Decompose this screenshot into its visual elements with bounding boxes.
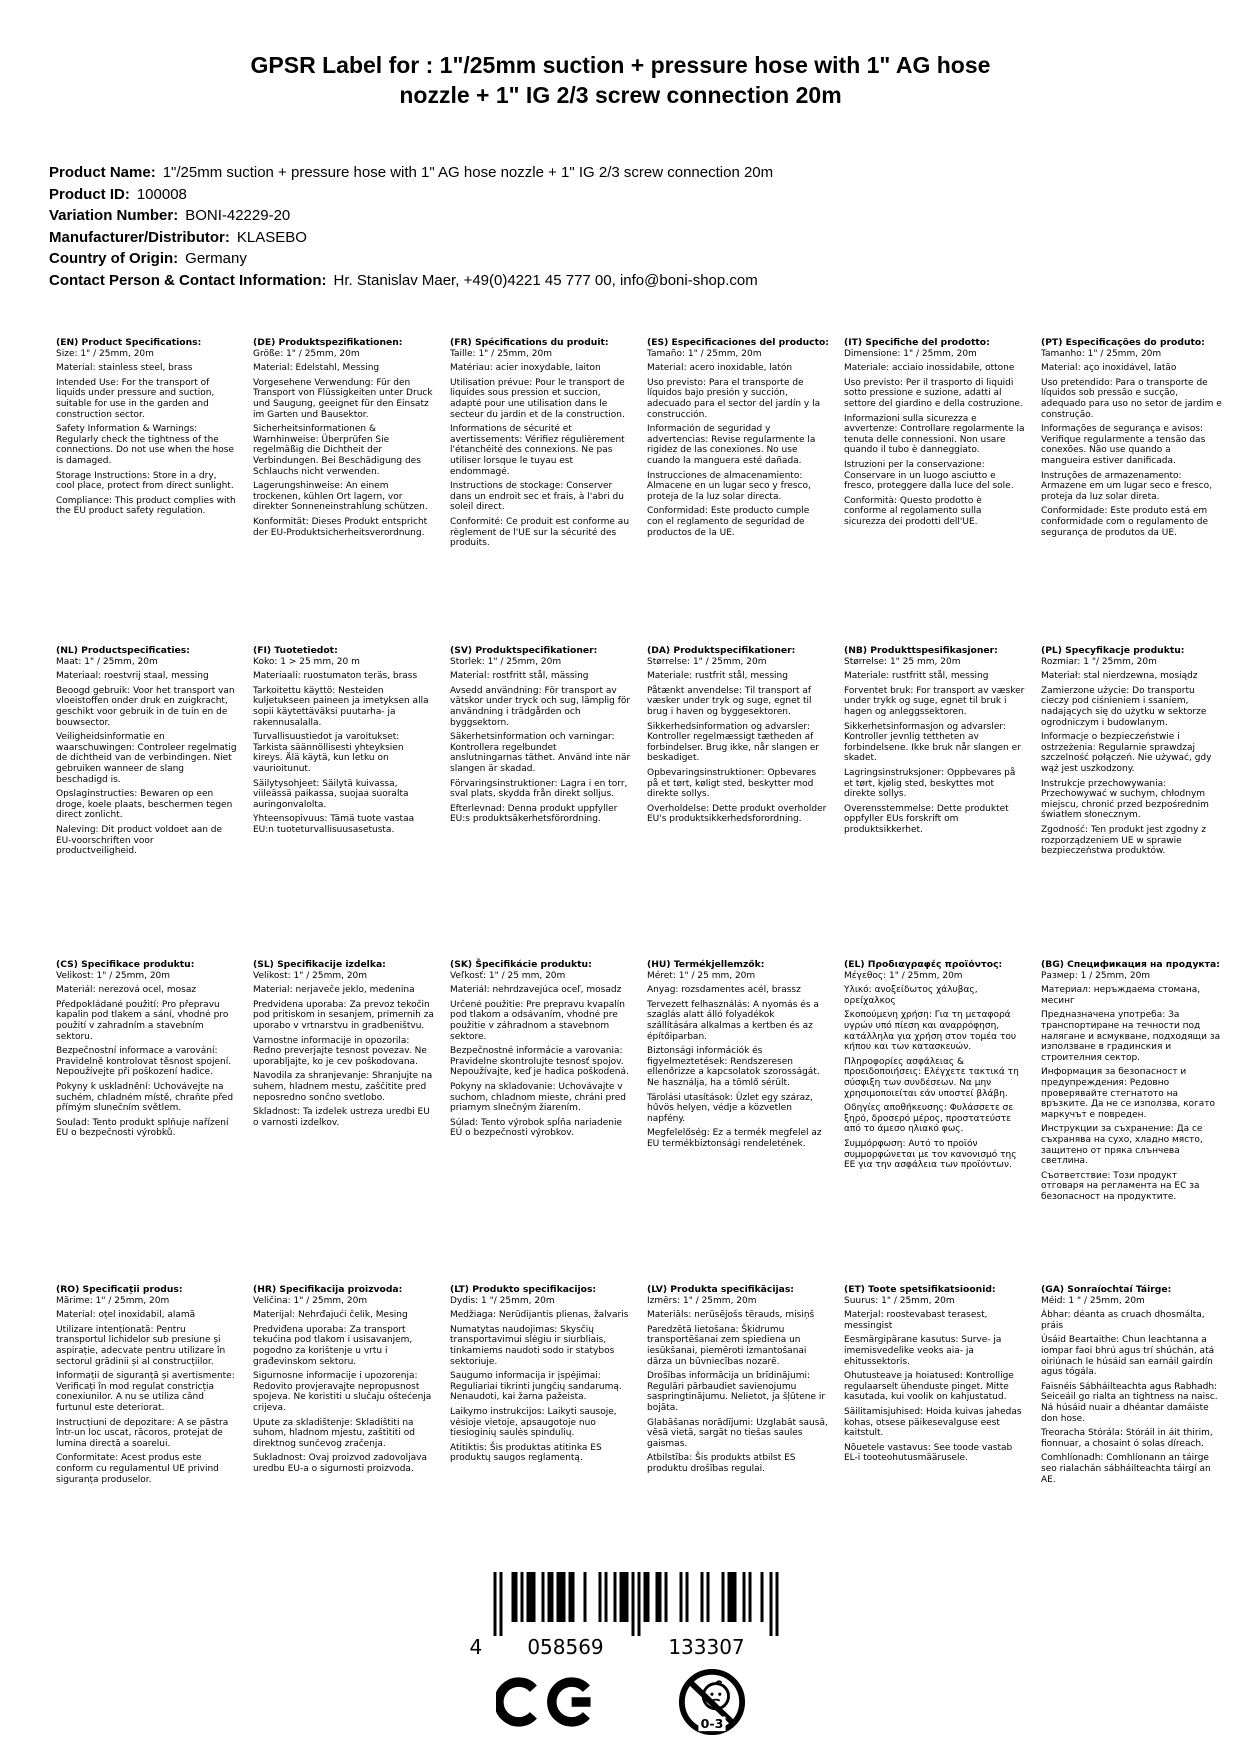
spec-cell-ro (56, 1285, 253, 1485)
spec-paragraph: Lagringsinstruksjoner: Oppbevares på et tørt, kjølig sted, beskyttes mot direkte sollys. (844, 767, 1016, 800)
spec-cell-et (844, 1285, 1041, 1485)
spec-paragraph: Pokyny k uskladnění: Uchovávejte na suchém, chladném místě, chraňte před přímým slunečním světlem. (56, 1081, 234, 1114)
spec-paragraph: Sicherheitsinformationen & Warnhinweise: Überprüfen Sie regelmäßig die Dichtheit der Verbindungen. Bei Beschädigung des Schlauchs nicht verwenden. (253, 424, 421, 477)
spec-paragraph: Vorgesehene Verwendung: Für den Transport von Flüssigkeiten unter Druck und Saugung, geeignet für den Einsatz im Garten und Bausektor. (253, 377, 433, 420)
product-info (49, 162, 773, 291)
spec-cell-de (253, 338, 450, 646)
spec-paragraph: Bezpečnostní informace a varování: Pravidelně kontrolovat těsnost spojení. Nepoužívejte při poškození hadice. (56, 1046, 232, 1078)
spec-paragraph: Πληροφορίες ασφάλειας & προειδοποιήσεις: Ελέγχετε τακτικά τη σύσφιξη των συνδέσεων. Να μην χρησιμοποιείται εάν υποστεί βλάβη. (844, 1056, 1019, 1099)
page-title (0, 50, 1241, 110)
page-title-line2: nozzle + 1" IG 2/3 screw connection 20m (399, 82, 842, 108)
spec-paragraph: Συμμόρφωση: Αυτό το προϊόν συμμορφώνεται με τον κανονισμό της ΕΕ για την ασφάλεια των προϊόντων. (844, 1138, 1017, 1171)
spec-cell-da (647, 646, 844, 960)
spec-paragraph: Informações de segurança e avisos: Verifique regularmente a tensão das conexões. Não use quando a mangueira estiver danificada. (1041, 424, 1206, 466)
spec-paragraph: Maat: 1" / 25mm, 20m (56, 656, 158, 667)
spec-paragraph: Atitiktis: Šis produktas atitinka ES produktų saugos reglamentą. (450, 1442, 602, 1464)
spec-paragraph: Predviđena uporaba: Za transport tekućina pod tlakom i usisavanjem, pogodno za korištenje u vrtu i građevinskom sektoru. (253, 1324, 413, 1367)
spec-paragraph: Taille: 1" / 25mm, 20m (450, 348, 553, 359)
spec-header: (SL) Specifikacije izdelka: (253, 959, 386, 970)
product-info-label: Manufacturer/Distributor: (49, 228, 230, 246)
spec-header: (PT) Especificações do produto: (1041, 337, 1205, 348)
spec-paragraph: Předpokládané použití: Pro přepravu kapalin pod tlakem a sání, vhodné pro použití v zahradním a stavebním sektoru. (56, 999, 229, 1042)
spec-header: (DA) Produktspecifikationer: (647, 645, 796, 656)
spec-paragraph: Matériau: acier inoxydable, laiton (450, 363, 601, 374)
spec-paragraph: Pokyny na skladovanie: Uchovávajte v suchom, chladnom mieste, chráni pred priamym slnečným žiarením. (450, 1081, 626, 1114)
spec-cell-hr (253, 1285, 450, 1485)
spec-cell-fi (253, 646, 450, 960)
spec-paragraph: Biztonsági információk és figyelmeztetések: Rendszeresen ellenőrizze a kapcsolatok szorosságát. Ne használja, ha a tömlő sérült. (647, 1046, 820, 1088)
spec-paragraph: Velikost: 1" / 25mm, 20m (253, 970, 368, 981)
spec-paragraph: Bezpečnostné informácie a varovania: Pravidelne skontrolujte tesnosť spojov. Nepoužívajte, keď je hadica poškodená. (450, 1046, 629, 1078)
spec-paragraph: Utilisation prévue: Pour le transport de liquides sous pression et succion, adapté pour une utilisation dans le secteur du jardin et de la construction. (450, 377, 625, 420)
spec-paragraph: Tarkoitettu käyttö: Nesteiden kuljetukseen paineen ja imetyksen alla sopii käytettäväksi puutarha- ja rakennusalalla. (253, 685, 429, 728)
barcode-digits: 133307 (667, 1635, 745, 1659)
spec-paragraph: Zamierzone użycie: Do transportu cieczy pod ciśnieniem i ssaniem, nadających się do użytku w sektorze ogrodniczym i budowlanym. (1041, 685, 1207, 728)
spec-paragraph: Izmērs: 1" / 25mm, 20m (647, 1295, 757, 1306)
spec-header: (EL) Προδιαγραφές προϊόντος: (844, 959, 1003, 970)
spec-cell-pt (1041, 338, 1238, 646)
barcode (459, 1566, 782, 1664)
spec-header: (ET) Toote spetsifikatsioonid: (844, 1284, 996, 1295)
spec-paragraph: Navodila za shranjevanje: Shranjujte na suhem, hladnem mestu, zaščitite pred neposredno sončno svetlobo. (253, 1071, 433, 1103)
spec-paragraph: Инструкции за съхранение: Да се съхранява на сухо, хладно място, защитено от пряка слънчева светлина. (1041, 1124, 1203, 1167)
spec-paragraph: Tamanho: 1" / 25mm, 20m (1041, 348, 1162, 359)
product-info-value: Germany (185, 250, 247, 267)
product-info-label: Product Name: (49, 164, 156, 181)
spec-paragraph: Mărime: 1" / 25mm, 20m (56, 1295, 170, 1306)
spec-paragraph: Σκοπούμενη χρήση: Για τη μεταφορά υγρών υπό πίεση και αναρρόφηση, κατάλληλα για χρήση στον τομέα του κήπου και των κατασκευών. (844, 1010, 1017, 1053)
spec-paragraph: Uso pretendido: Para o transporte de líquidos sob pressão e sucção, adequado para uso no setor de jardim e construção. (1041, 377, 1222, 420)
spec-paragraph: Conformità: Questo prodotto è conforme al regolamento sulla sicurezza dei prodotti dell'UE. (844, 495, 982, 527)
spec-header: (LT) Produkto specifikacijos: (450, 1284, 597, 1295)
spec-paragraph: Предназначена употреба: За транспортиране на течности под налягане и всмукване, подходящи за използване в градинския и строителния сектор. (1041, 1010, 1221, 1063)
spec-paragraph: Sikkerhetsinformasjon og advarsler: Kontroller jevnlig tettheten av forbindelsene. Ikke bruk når slangen er skadet. (844, 721, 1021, 764)
spec-paragraph: Megfelelőség: Ez a termék megfelel az EU termékbiztonsági rendeletének. (647, 1128, 822, 1149)
spec-paragraph: Uso previsto: Per il trasporto di liquidi sotto pressione e suzione, adatti al settore del giardino e della costruzione. (844, 377, 1023, 409)
ce-mark-icon (496, 1676, 600, 1728)
spec-paragraph: Veľkosť: 1" / 25 mm, 20m (450, 970, 566, 981)
spec-header: (BG) Спецификация на продукта: (1041, 959, 1220, 970)
spec-paragraph: Размер: 1 / 25mm, 20m (1041, 970, 1151, 981)
product-info-row (49, 205, 773, 227)
spec-paragraph: Tervezett felhasználás: A nyomás és a szaglás alatt álló folyadékok szállítására alkalmas a kertben és az építőiparban. (647, 999, 819, 1042)
spec-paragraph: Overholdelse: Dette produkt overholder EU's produktsikkerhedsforordning. (647, 803, 827, 825)
spec-paragraph: Informații de siguranță și avertismente: Verificați în mod regulat constricția conexiunilor. A nu se utiliza când furtunul este deteriorat. (56, 1371, 235, 1413)
spec-cell-sk (450, 960, 647, 1285)
spec-paragraph: Informations de sécurité et avertissements: Vérifiez régulièrement l'étanchéité des connexions. Ne pas utiliser lorsque le tuyau est endommagé. (450, 424, 625, 477)
product-info-label: Country of Origin: (49, 250, 179, 267)
spec-paragraph: Materjal: roostevabast terasest, messingist (844, 1310, 988, 1331)
spec-paragraph: Materiale: rustfrit stål, messing (647, 671, 788, 682)
spec-paragraph: Forventet bruk: For transport av væsker under trykk og suge, egnet til bruk i hagen og anleggssektoren. (844, 685, 1025, 717)
page-title-line1: GPSR Label for : 1"/25mm suction + pressure hose with 1" AG hose (250, 52, 991, 78)
spec-cell-bg (1041, 960, 1238, 1285)
spec-paragraph: Opbevaringsinstruktioner: Opbevares på et tørt, køligt sted, beskytter mod direkte sollys. (647, 767, 817, 800)
spec-paragraph: Información de seguridad y advertencias: Revise regularmente la rigidez de las conexiones. No use cuando la manguera esté dañada. (647, 424, 816, 466)
spec-paragraph: Veličina: 1" / 25mm, 20m (253, 1295, 368, 1306)
spec-header: (EN) Product Specifications: (56, 337, 202, 348)
barcode-svg (459, 1566, 782, 1660)
spec-cell-nl (56, 646, 253, 960)
spec-cell-el (844, 960, 1041, 1285)
spec-paragraph: Méid: 1 " / 25mm, 20m (1041, 1295, 1145, 1306)
product-info-value: 100008 (136, 185, 187, 203)
spec-paragraph: Materiaali: ruostumaton teräs, brass (253, 671, 418, 682)
spec-paragraph: Material: rostfritt stål, mässing (450, 671, 589, 682)
spec-paragraph: Ohutusteave ja hoiatused: Kontrollige regulaarselt ühenduste pinget. Mitte kasutada, kui voolik on kahjustatud. (844, 1371, 1014, 1403)
spec-paragraph: Instrucțiuni de depozitare: A se păstra într-un loc uscat, răcoros, protejat de lumina directă a soarelui. (56, 1417, 229, 1449)
spec-paragraph: Súlad: Tento výrobok spĺňa nariadenie EÚ o bezpečnosti výrobkov. (450, 1117, 623, 1139)
product-info-row (49, 248, 773, 270)
spec-cell-ga (1041, 1285, 1238, 1485)
product-info-row (49, 162, 773, 184)
spec-cell-nb (844, 646, 1041, 960)
spec-cell-cs (56, 960, 253, 1285)
spec-paragraph: Sikkerhedsinformation og advarsler: Kontroller regelmæssigt tætheden af forbindelser. Brug ikke, når slangen er beskadiget. (647, 721, 820, 764)
spec-paragraph: Materiał: stal nierdzewna, mosiądz (1041, 671, 1198, 682)
spec-paragraph: Informacje o bezpieczeństwie i ostrzeżenia: Regularnie sprawdzaj szczelność połączeń. Nie używać, gdy wąż jest uszkodzony. (1041, 732, 1212, 774)
spec-paragraph: Medžiaga: Nerūdijantis plienas, žalvaris (450, 1310, 629, 1321)
spec-paragraph: Beoogd gebruik: Voor het transport van vloeistoffen onder druk en zuigkracht, geschikt voor gebruik in de tuin en de bouwsector. (56, 685, 235, 728)
spec-paragraph: Overensstemmelse: Dette produktet oppfyller EUs forskrift om produktsikkerhet. (844, 803, 1009, 835)
spec-paragraph: Materiál: nerezová ocel, mosaz (56, 985, 197, 996)
spec-paragraph: Tamaño: 1" / 25mm, 20m (647, 348, 762, 359)
spec-paragraph: Υλικό: ανοξείδωτος χάλυβας, ορείχαλκος (844, 985, 978, 1006)
spec-paragraph: Dimensione: 1" / 25mm, 20m (844, 348, 977, 359)
spec-paragraph: Ábhar: déanta as cruach dhosmálta, práis (1041, 1310, 1205, 1331)
spec-paragraph: Uso previsto: Para el transporte de líquidos bajo presión y succión, adecuado para el sector del jardín y la construcción. (647, 377, 821, 420)
spec-header: (HR) Specifikacija proizvoda: (253, 1284, 403, 1295)
spec-cell-es (647, 338, 844, 646)
svg-text:0-3: 0-3 (700, 1716, 723, 1732)
spec-paragraph: Istruzioni per la conservazione: Conservare in un luogo asciutto e fresco, proteggere dalla luce del sole. (844, 459, 1014, 492)
product-info-row (49, 270, 773, 292)
spec-paragraph: Instructions de stockage: Conserver dans un endroit sec et frais, à l'abri du soleil direct. (450, 481, 624, 513)
spec-paragraph: Μέγεθος: 1" / 25mm, 20m (844, 970, 963, 981)
spec-paragraph: Съответствие: Този продукт отговаря на регламента на ЕС за безопасност на продуктите. (1041, 1170, 1200, 1202)
spec-header: (NL) Productspecificaties: (56, 645, 190, 656)
spec-cell-sv (450, 646, 647, 960)
spec-paragraph: Faisnéis Sábháilteachta agus Rabhadh: Seiceáil go rialta an tightness na naisc. Ná húsáid nuair a dhéantar damáiste don hose. (1041, 1381, 1218, 1424)
spec-paragraph: Materijal: Nehrđajući čelik, Mesing (253, 1310, 408, 1321)
spec-paragraph: Conformidade: Este produto está em conformidade com o regulamento de segurança de produtos da UE. (1041, 506, 1209, 538)
spec-cell-it (844, 338, 1041, 646)
spec-paragraph: Predvidena uporaba: Za prevoz tekočin pod pritiskom in sesanjem, primernih za uporabo v vrtnarstvu in gradbeništvu. (253, 999, 434, 1031)
spec-paragraph: Konformität: Dieses Produkt entspricht der EU-Produktsicherheitsverordnung. (253, 516, 428, 538)
spec-paragraph: Instrucciones de almacenamiento: Almacene en un lugar seco y fresco, proteja de la luz solar directa. (647, 470, 811, 502)
spec-paragraph: Drošības informācija un brīdinājumi: Regulāri pārbaudiet savienojumu saspringtinājumu. Nelietot, ja šļūtene ir bojāta. (647, 1371, 826, 1413)
spec-paragraph: Материал: неръждаема стомана, месинг (1041, 985, 1201, 1006)
spec-paragraph: Naleving: Dit product voldoet aan de EU-voorschriften voor productveiligheid. (56, 824, 223, 857)
spec-paragraph: Určené použitie: Pre prepravu kvapalín pod tlakom a odsávaním, vhodné pre použitie v záhradnom a stavebnom sektore. (450, 999, 626, 1042)
spec-cell-lv (647, 1285, 844, 1485)
spec-paragraph: Conformidad: Este producto cumple con el reglamento de seguridad de productos de la UE. (647, 506, 810, 538)
barcode-digits: 058569 (526, 1635, 604, 1659)
spec-paragraph: Turvallisuustiedot ja varoitukset: Tarkista säännöllisesti yhteyksien kireys. Älä käytä, kun letku on vaurioitunut. (253, 732, 404, 774)
spec-cell-hu (647, 960, 844, 1285)
spec-paragraph: Compliance: This product complies with the EU product safety regulation. (56, 495, 236, 517)
spec-paragraph: Soulad: Tento produkt splňuje nařízení EU o bezpečnosti výrobků. (56, 1117, 229, 1139)
spec-paragraph: Dydis: 1 "/ 25mm, 20m (450, 1295, 555, 1306)
age-warning-0-3-icon (678, 1668, 746, 1736)
spec-paragraph: Förvaringsinstruktioner: Lagra i en torr, sval plats, skydda från direkt solljus. (450, 778, 628, 800)
spec-header: (NB) Produkttspesifikasjoner: (844, 645, 998, 656)
spec-header: (IT) Specifiche del prodotto: (844, 337, 990, 348)
spec-paragraph: Anyag: rozsdamentes acél, brassz (647, 985, 801, 996)
spec-header: (RO) Specificații produs: (56, 1284, 183, 1295)
spec-header: (CS) Specifikace produktu: (56, 959, 195, 970)
spec-paragraph: Conformité: Ce produit est conforme au règlement de l'UE sur la sécurité des produits. (450, 516, 630, 549)
spec-paragraph: Materiale: acciaio inossidabile, ottone (844, 363, 1015, 374)
spec-paragraph: Storlek: 1" / 25mm, 20m (450, 656, 562, 667)
product-info-value: BONI-42229-20 (185, 207, 291, 224)
spec-paragraph: Größe: 1" / 25mm, 20m (253, 348, 360, 359)
spec-cell-fr (450, 338, 647, 646)
spec-paragraph: Velikost: 1" / 25mm, 20m (56, 970, 171, 981)
spec-paragraph: Safety Information & Warnings: Regularly check the tightness of the connections. Do not use when the hose is damaged. (56, 424, 234, 466)
specs-grid (56, 338, 1238, 1485)
spec-paragraph: Treoracha Stórála: Stóráil in áit thirim, fionnuar, a chosaint ó solas díreach. (1041, 1428, 1213, 1449)
spec-paragraph: Conformitate: Acest produs este conform cu regulamentul UE privind siguranța produselor. (56, 1453, 219, 1485)
spec-paragraph: Informazioni sulla sicurezza e avvertenze: Controllare regolarmente la tenuta delle connessioni. Non usare quando il tubo è danneggiato. (844, 413, 1025, 456)
spec-paragraph: Comhlíonadh: Comhlíonann an táirge seo rialachán sábháilteachta táirgí an AE. (1041, 1453, 1211, 1485)
spec-header: (LV) Produkta specifikācijas: (647, 1284, 794, 1295)
spec-paragraph: Paredzētā lietošana: Šķidrumu transportēšanai zem spiediena un iesūkšanai, piemēroti izmantošanai dārza un būvniecības nozarē. (647, 1324, 807, 1367)
product-info-value: 1"/25mm suction + pressure hose with 1" AG hose nozzle + 1" IG 2/3 screw connection 20m (162, 164, 774, 181)
spec-paragraph: Eesmärgipärane kasutus: Surve- ja imemisvedelike veoks aia- ja ehitussektoris. (844, 1335, 1002, 1367)
spec-paragraph: Οδηγίες αποθήκευσης: Φυλάσσετε σε ξηρό, δροσερό μέρος, προστατεύστε από το άμεσο ηλιακό φως. (844, 1103, 1014, 1135)
spec-paragraph: Numatytas naudojimas: Skysčių transportavimui slėgiu ir siurbliais, tinkamiems naudoti sodo ir statybos sektoriuje. (450, 1324, 615, 1367)
spec-paragraph: Säkerhetsinformation och varningar: Kontrollera regelbundet anslutningarnas täthet. Använd inte när slangen är skadad. (450, 732, 631, 774)
spec-paragraph: Material: acero inoxidable, latón (647, 363, 793, 374)
spec-header: (SV) Produktspecifikationer: (450, 645, 598, 656)
spec-paragraph: Glabāšanas norādījumi: Uzglabāt sausā, vēsā vietā, sargāt no tiešas saules gaismas. (647, 1417, 828, 1449)
spec-paragraph: Lagerungshinweise: An einem trockenen, kühlen Ort lagern, vor direkter Sonneneinstrahlung schützen. (253, 481, 428, 513)
spec-cell-pl (1041, 646, 1238, 960)
spec-paragraph: Material: stainless steel, brass (56, 363, 193, 374)
spec-paragraph: Materiaal: roestvrij staal, messing (56, 671, 209, 682)
spec-paragraph: Instrukcje przechowywania: Przechowywać w suchym, chłodnym miejscu, chronić przed bezpośrednim światłem słonecznym. (1041, 778, 1209, 821)
spec-paragraph: Zgodność: Ten produkt jest zgodny z rozporządzeniem UE w sprawie bezpieczeństwa produktów. (1041, 824, 1207, 857)
spec-paragraph: Информация за безопасност и предупреждения: Редовно проверявайте стегнатото на връзките. Да не се използва, когато маркучът е повреден. (1041, 1067, 1216, 1120)
spec-paragraph: Størrelse: 1" 25 mm, 20m (844, 656, 961, 667)
spec-header: (FI) Tuotetiedot: (253, 645, 338, 656)
spec-cell-sl (253, 960, 450, 1285)
spec-paragraph: Säilytysohjeet: Säilytä kuivassa, viileässä paikassa, suojaa suoralta auringonvalolta. (253, 778, 409, 810)
product-info-value: Hr. Stanislav Maer, +49(0)4221 45 777 00, info@boni-shop.com (333, 271, 758, 289)
spec-paragraph: Material: nerjaveče jeklo, medenina (253, 985, 415, 996)
spec-cell-lt (450, 1285, 647, 1485)
spec-header: (HU) Termékjellemzők: (647, 959, 765, 970)
spec-header: (PL) Specyfikacje produktu: (1041, 645, 1185, 656)
product-info-row (49, 227, 773, 249)
spec-paragraph: Nõuetele vastavus: See toode vastab EL-i tooteohutusmäärusele. (844, 1442, 1013, 1464)
spec-paragraph: Opslaginstructies: Bewaren op een droge, koele plaats, beschermen tegen direct zonlicht. (56, 789, 233, 821)
compliance-symbols (496, 1668, 746, 1736)
spec-paragraph: Atbilstība: Šis produkts atbilst ES produktu drošības regulai. (647, 1453, 796, 1474)
spec-paragraph: Efterlevnad: Denna produkt uppfyller EU:s produktsäkerhetsförordning. (450, 803, 618, 825)
spec-paragraph: Upute za skladištenje: Skladištiti na suhom, hladnom mjestu, zaštititi od direktnog sunčevog zračenja. (253, 1417, 415, 1449)
spec-paragraph: Utilizare intenționată: Pentru transportul lichidelor sub presiune și aspirație, adecvate pentru utilizare în sectorul grădinii și al construcțiilor. (56, 1324, 226, 1367)
spec-paragraph: Påtænkt anvendelse: Til transport af væsker under tryk og suge, egnet til brug i haven og byggesektoren. (647, 685, 812, 717)
spec-paragraph: Materiale: rustfritt stål, messing (844, 671, 989, 682)
spec-paragraph: Sukladnost: Ovaj proizvod zadovoljava uredbu EU-a o sigurnosti proizvoda. (253, 1453, 427, 1474)
product-info-label: Contact Person & Contact Information: (49, 271, 327, 289)
product-info-label: Product ID: (49, 185, 130, 203)
spec-paragraph: Intended Use: For the transport of liquids under pressure and suction, suitable for use in the garden and construction sector. (56, 377, 215, 420)
product-info-label: Variation Number: (49, 207, 179, 224)
spec-paragraph: Material: oțel inoxidabil, alamă (56, 1310, 196, 1321)
spec-paragraph: Varnostne informacije in opozorila: Redno preverjajte tesnost povezav. Ne uporabljajte, ko je cev poškodovana. (253, 1035, 427, 1067)
spec-header: (GA) Sonraíochtaí Táirge: (1041, 1284, 1172, 1295)
spec-paragraph: Säilitamisjuhised: Hoida kuivas jahedas kohas, otsese päikesevalguse eest kaitstult. (844, 1406, 1022, 1439)
spec-paragraph: Instruções de armazenamento: Armazene em um lugar seco e fresco, proteja da luz solar direta. (1041, 470, 1212, 502)
spec-header: (SK) Špecifikácie produktu: (450, 959, 592, 970)
spec-paragraph: Størrelse: 1" / 25mm, 20m (647, 656, 767, 667)
spec-paragraph: Yhteensopivuus: Tämä tuote vastaa EU:n tuoteturvallisuusasetusta. (253, 814, 415, 835)
spec-header: (FR) Spécifications du produit: (450, 337, 609, 348)
spec-cell-en (56, 338, 253, 646)
spec-paragraph: Material: aço inoxidável, latão (1041, 363, 1177, 374)
spec-header: (ES) Especificaciones del producto: (647, 337, 829, 348)
spec-paragraph: Suurus: 1" / 25mm, 20m (844, 1295, 955, 1306)
spec-paragraph: Rozmiar: 1 "/ 25mm, 20m (1041, 656, 1157, 667)
spec-paragraph: Materiāls: nerūsējošs tērauds, misiņš (647, 1310, 815, 1321)
spec-paragraph: Storage Instructions: Store in a dry, cool place, protect from direct sunlight. (56, 470, 234, 492)
spec-paragraph: Úsáid Beartaithe: Chun leachtanna a iompar faoi bhrú agus trí shúchán, atá oiriúnach le húsáid san earnáil gairdín agus tógála. (1041, 1335, 1215, 1378)
spec-paragraph: Materiál: nehrdzavejúca oceľ, mosadz (450, 985, 622, 996)
spec-paragraph: Material: Edelstahl, Messing (253, 363, 380, 374)
spec-paragraph: Size: 1" / 25mm, 20m (56, 348, 154, 359)
product-info-value: KLASEBO (236, 228, 307, 246)
spec-paragraph: Avsedd användning: För transport av vätskor under tryck och sug, lämplig för användning i trädgården och byggsektorn. (450, 685, 631, 728)
product-info-row (49, 184, 773, 206)
spec-paragraph: Saugumo informacija ir įspėjimai: Reguliariai tikrinti jungčių sandarumą. Nenaudoti, kai žarna pažeista. (450, 1371, 622, 1403)
spec-paragraph: Koko: 1 > 25 mm, 20 m (253, 656, 360, 667)
spec-paragraph: Laikymo instrukcijos: Laikyti sausoje, vėsioje vietoje, apsaugotoje nuo tiesioginių saulės spindulių. (450, 1406, 617, 1439)
spec-paragraph: Skladnost: Ta izdelek ustreza uredbi EU o varnosti izdelkov. (253, 1107, 430, 1128)
spec-paragraph: Méret: 1" / 25 mm, 20m (647, 970, 756, 981)
spec-header: (DE) Produktspezifikationen: (253, 337, 403, 348)
spec-paragraph: Sigurnosne informacije i upozorenja: Redovito provjeravajte nepropusnost spojeva. Ne koristiti u slučaju oštećenja crijeva. (253, 1371, 432, 1413)
spec-paragraph: Veiligheidsinformatie en waarschuwingen: Controleer regelmatig de dichtheid van de verbindingen. Niet gebruiken wanneer de slang beschadigd is. (56, 732, 237, 785)
barcode-digits: 4 (469, 1635, 482, 1659)
spec-paragraph: Tárolási utasítások: Üzlet egy száraz, hűvös helyen, védje a közvetlen napfény. (647, 1092, 813, 1124)
